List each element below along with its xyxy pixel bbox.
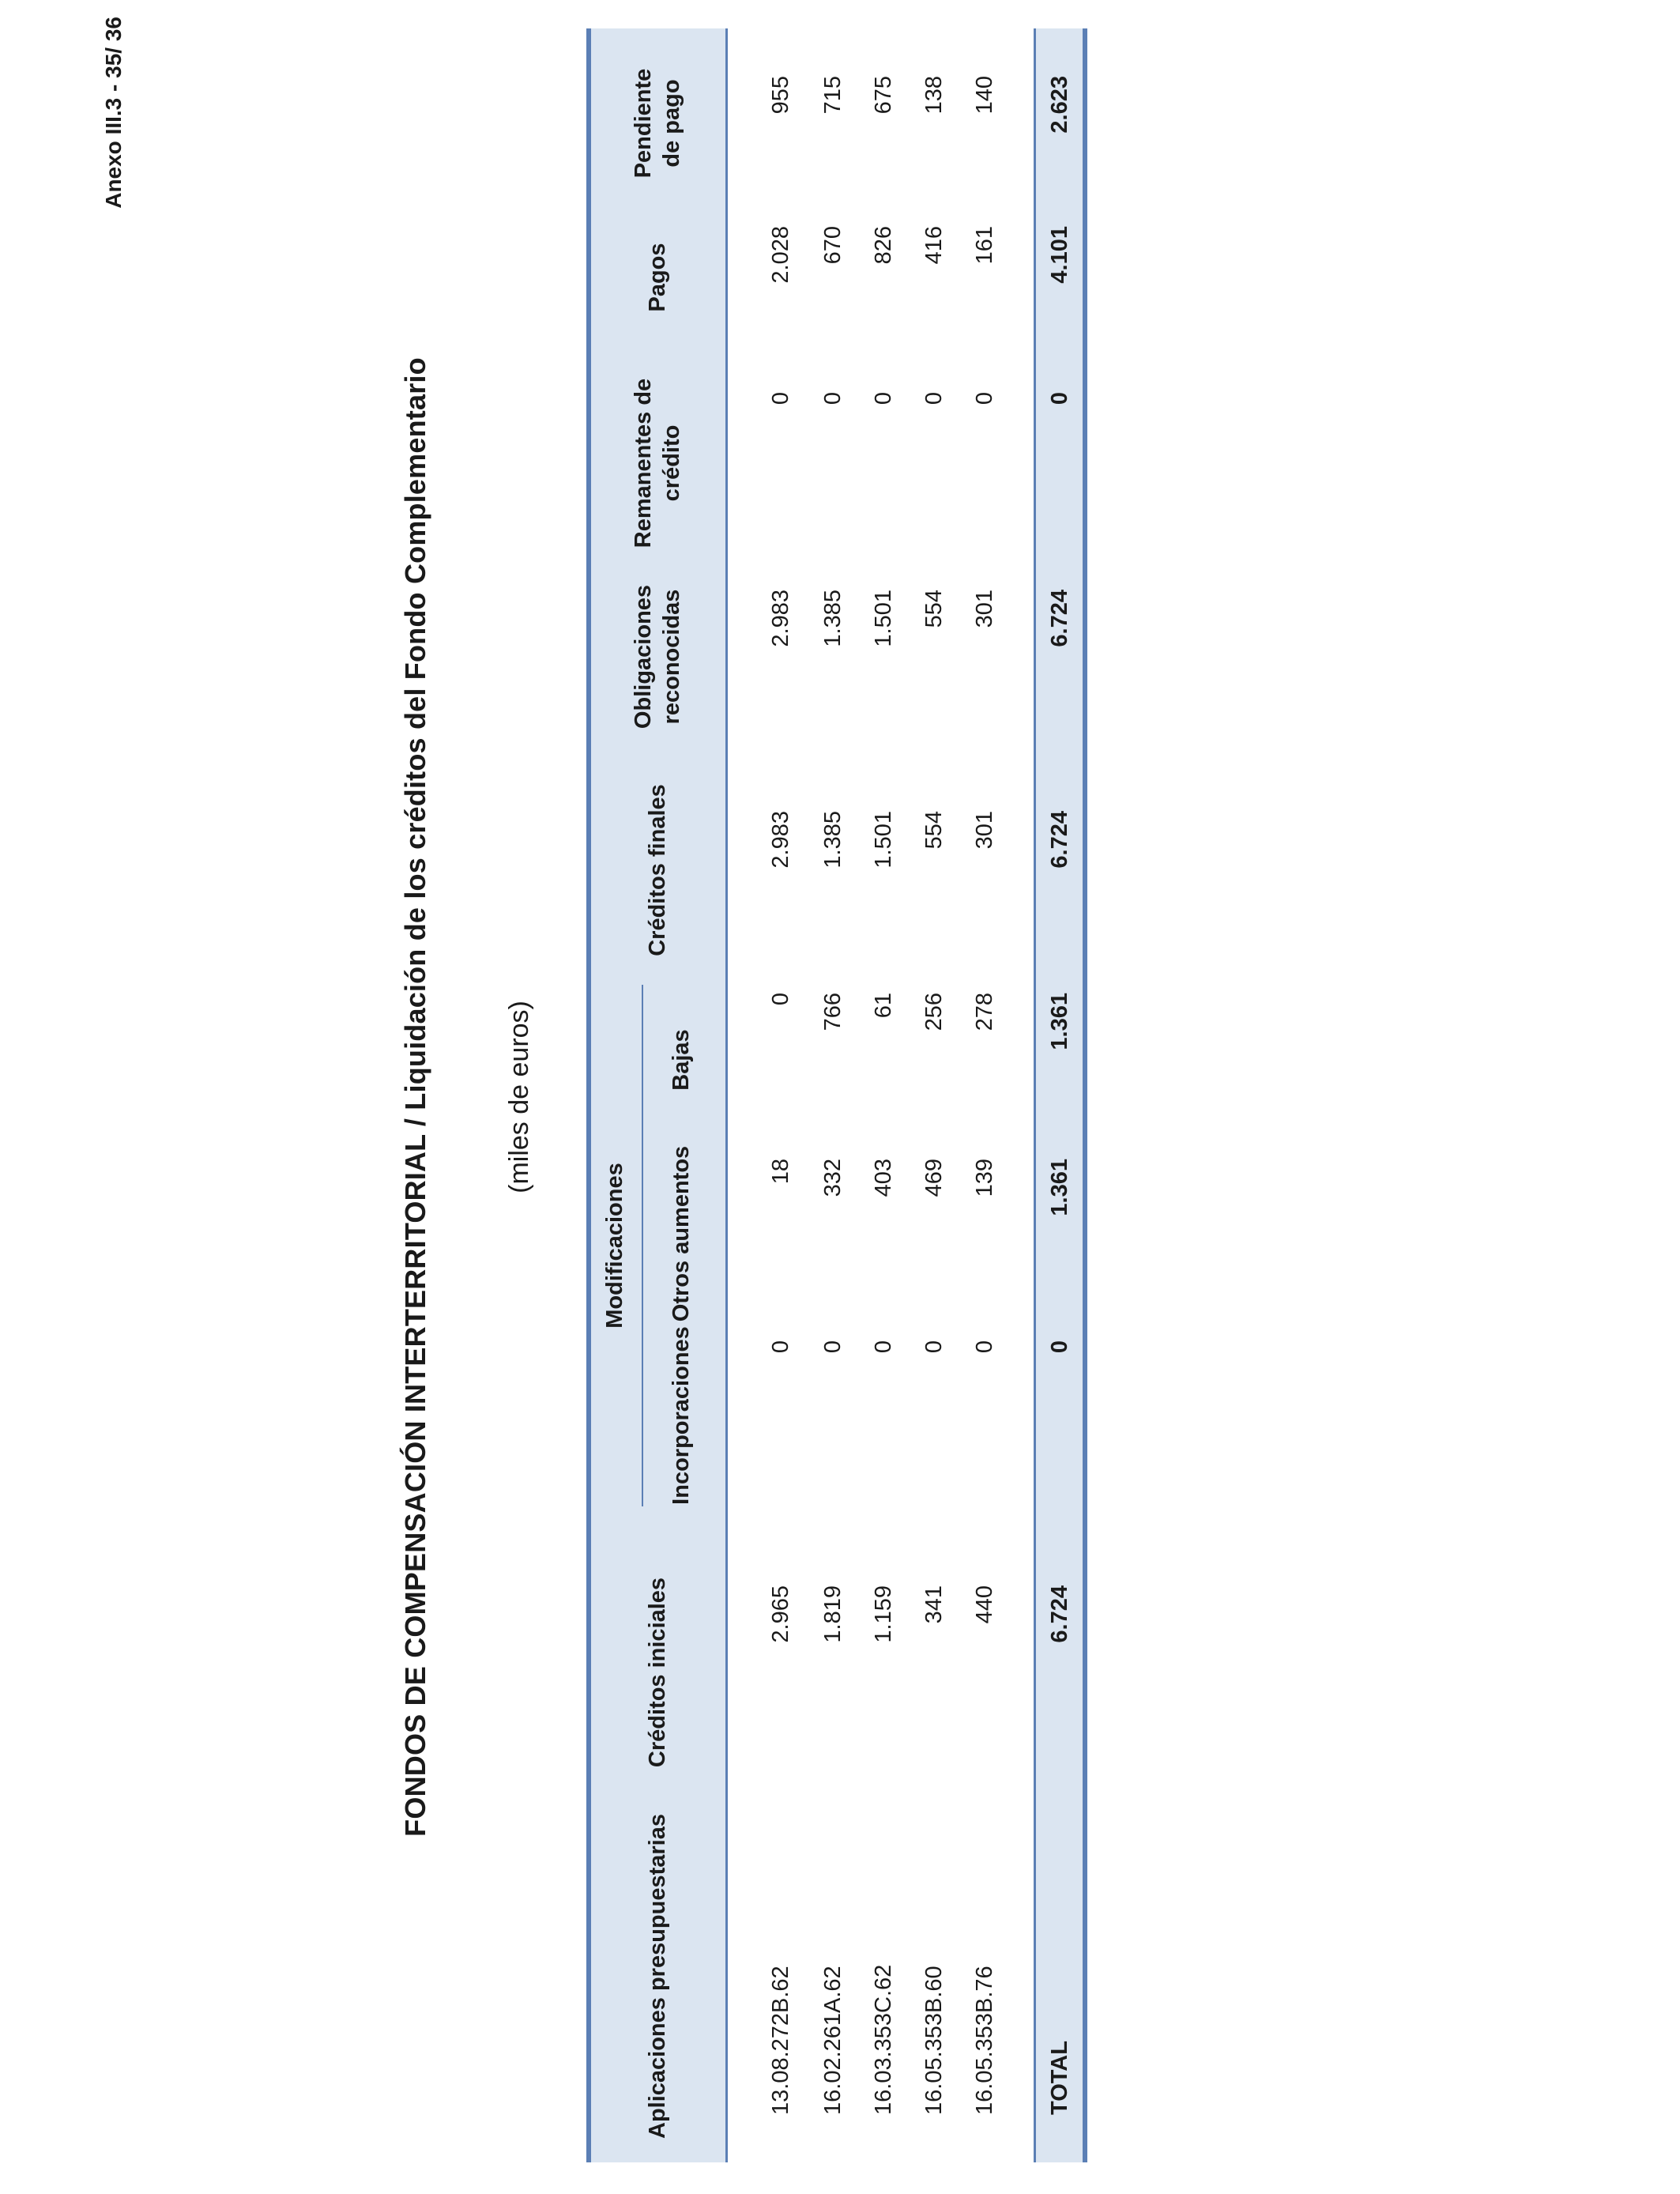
row-pagos: 826 — [871, 226, 896, 265]
header-pendiente-pago — [629, 52, 686, 194]
page-title: FONDOS DE COMPENSACIÓN INTERTERRITORIAL / Liquidación de los créditos del Fondo Complementario — [399, 357, 431, 1837]
row-aplicacion: 16.05.353B.76 — [972, 1966, 997, 2115]
header-pendiente-line1: Pendiente — [631, 68, 656, 179]
row-pendiente: 715 — [820, 76, 846, 115]
row-pendiente: 675 — [871, 76, 896, 115]
row-incorporaciones: 0 — [820, 1340, 846, 1354]
total-pagos: 4.101 — [1047, 226, 1072, 284]
row-obligaciones: 554 — [921, 590, 947, 628]
total-bajas: 1.361 — [1047, 993, 1072, 1050]
header-bottom-rule — [725, 28, 728, 2162]
total-creditos-iniciales: 6.724 — [1047, 1585, 1072, 1643]
row-pagos: 670 — [820, 226, 846, 265]
header-obligaciones-line1: Obligaciones — [631, 584, 656, 729]
row-bajas: 278 — [972, 993, 997, 1031]
total-incorporaciones: 0 — [1047, 1340, 1072, 1354]
row-incorporaciones: 0 — [768, 1340, 793, 1354]
row-otros-aumentos: 18 — [768, 1159, 793, 1185]
header-bajas: Bajas — [669, 1029, 694, 1091]
row-aplicacion: 16.02.261A.62 — [820, 1966, 846, 2115]
header-top-rule — [586, 28, 591, 2162]
total-remanentes: 0 — [1047, 392, 1072, 405]
annex-label: Anexo III.3 - 35/ 36 — [101, 17, 126, 209]
row-creditos-finales: 301 — [972, 811, 997, 850]
modificaciones-underline — [642, 985, 643, 1506]
row-pagos: 416 — [921, 226, 947, 265]
total-label: TOTAL — [1047, 2041, 1072, 2115]
header-aplicaciones: Aplicaciones presupuestarias — [645, 1814, 670, 2139]
total-pendiente: 2.623 — [1047, 76, 1072, 134]
row-otros-aumentos: 139 — [972, 1159, 997, 1197]
row-bajas: 766 — [820, 993, 846, 1031]
row-creditos-finales: 1.501 — [871, 811, 896, 869]
row-creditos-finales: 554 — [921, 811, 947, 850]
page-subtitle: (miles de euros) — [504, 1001, 534, 1193]
header-creditos-iniciales: Créditos iniciales — [645, 1577, 670, 1768]
row-remanentes: 0 — [871, 392, 896, 405]
row-bajas: 0 — [768, 993, 793, 1006]
header-pagos: Pagos — [645, 243, 670, 312]
row-aplicacion: 13.08.272B.62 — [768, 1966, 793, 2115]
row-otros-aumentos: 403 — [871, 1159, 896, 1197]
row-pagos: 161 — [972, 226, 997, 265]
row-remanentes: 0 — [820, 392, 846, 405]
header-creditos-finales: Créditos finales — [645, 784, 670, 956]
header-modificaciones: Modificaciones — [602, 1163, 627, 1329]
row-bajas: 256 — [921, 993, 947, 1031]
row-creditos-iniciales: 2.965 — [768, 1585, 793, 1643]
row-creditos-iniciales: 1.159 — [871, 1585, 896, 1643]
row-pendiente: 955 — [768, 76, 793, 115]
total-otros-aumentos: 1.361 — [1047, 1159, 1072, 1216]
row-remanentes: 0 — [768, 392, 793, 405]
row-aplicacion: 16.05.353B.60 — [921, 1966, 947, 2115]
header-otros-aumentos: Otros aumentos — [669, 1145, 694, 1322]
row-obligaciones: 1.385 — [820, 590, 846, 647]
row-aplicacion: 16.03.353C.62 — [871, 1964, 896, 2115]
total-bottom-rule — [1083, 28, 1087, 2162]
row-incorporaciones: 0 — [972, 1340, 997, 1354]
total-top-rule — [1034, 28, 1036, 2162]
row-creditos-iniciales: 440 — [972, 1585, 997, 1624]
row-pendiente: 140 — [972, 76, 997, 115]
row-creditos-finales: 2.983 — [768, 811, 793, 869]
row-obligaciones: 2.983 — [768, 590, 793, 647]
row-obligaciones: 301 — [972, 590, 997, 628]
header-incorporaciones: Incorporaciones — [669, 1326, 694, 1505]
header-pendiente-line2: de pago — [659, 79, 684, 168]
row-remanentes: 0 — [972, 392, 997, 405]
header-remanentes-line2: crédito — [659, 424, 684, 502]
row-incorporaciones: 0 — [871, 1340, 896, 1354]
row-otros-aumentos: 469 — [921, 1159, 947, 1197]
total-creditos-finales: 6.724 — [1047, 811, 1072, 869]
row-remanentes: 0 — [921, 392, 947, 405]
row-pagos: 2.028 — [768, 226, 793, 284]
row-obligaciones: 1.501 — [871, 590, 896, 647]
row-otros-aumentos: 332 — [820, 1159, 846, 1197]
row-creditos-iniciales: 341 — [921, 1585, 947, 1624]
row-pendiente: 138 — [921, 76, 947, 115]
total-obligaciones: 6.724 — [1047, 590, 1072, 647]
row-creditos-iniciales: 1.819 — [820, 1585, 846, 1643]
header-remanentes-line1: Remanentes de — [631, 378, 656, 548]
header-obligaciones-line2: reconocidas — [659, 589, 684, 725]
row-bajas: 61 — [871, 993, 896, 1019]
header-obligaciones-reconocidas — [629, 566, 686, 748]
row-creditos-finales: 1.385 — [820, 811, 846, 869]
row-incorporaciones: 0 — [921, 1340, 947, 1354]
header-remanentes-credito — [629, 368, 686, 558]
